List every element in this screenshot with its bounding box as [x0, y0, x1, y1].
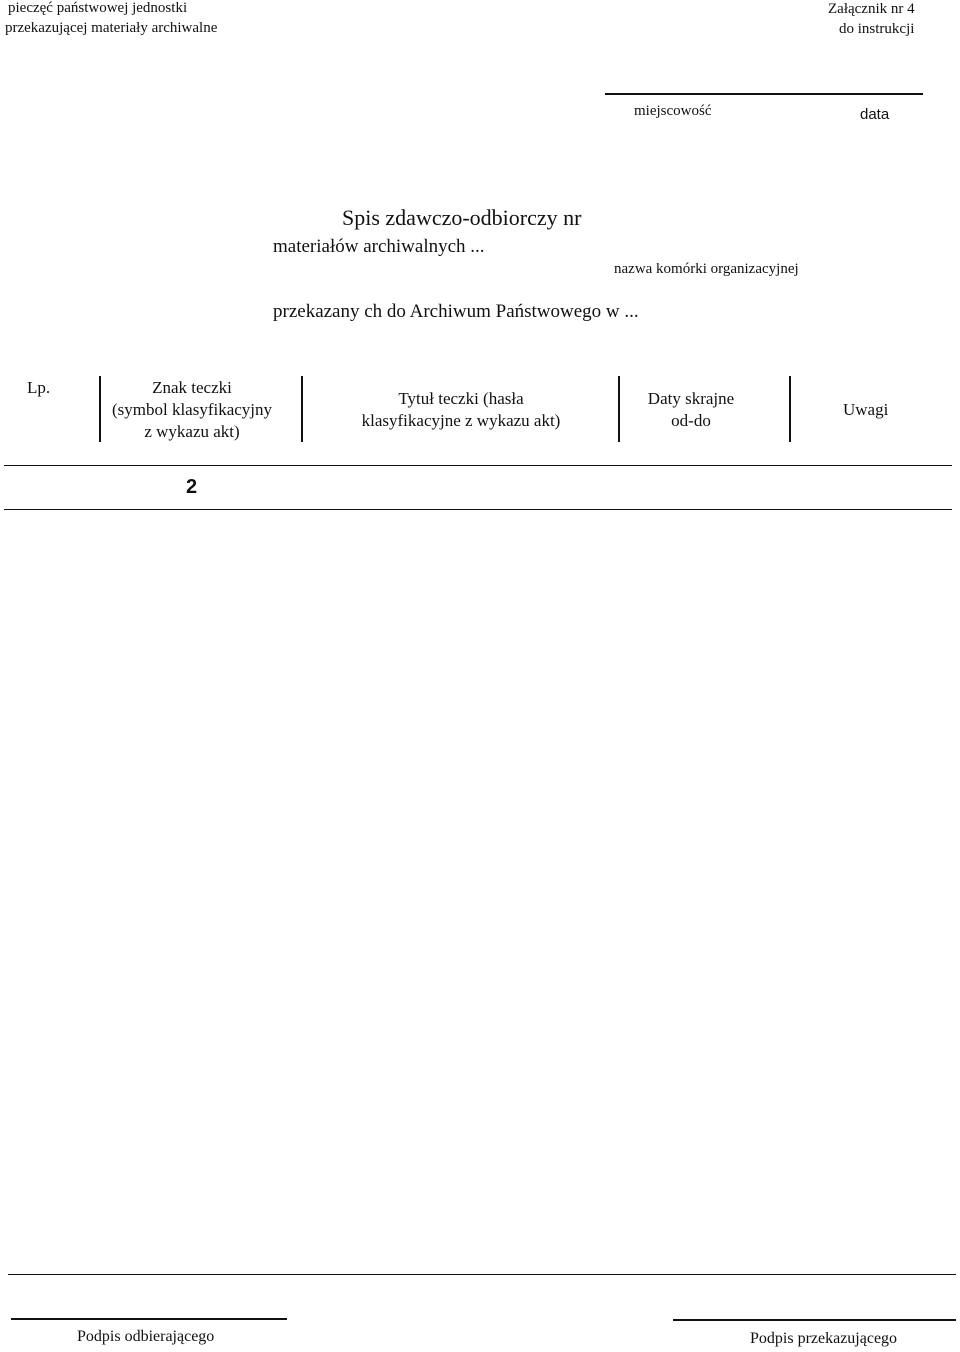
- footer-line: [8, 1274, 956, 1275]
- document-title: Spis zdawczo-odbiorczy nr: [342, 205, 582, 230]
- unit-caption: nazwa komórki organizacyjnej: [614, 261, 799, 277]
- column-header-file-sign-line-3: z wykazu akt): [144, 422, 240, 441]
- column-header-file-title: [303, 388, 619, 432]
- column-header-file-sign-line-1: Znak teczki: [152, 378, 232, 397]
- column-header-remarks: Uwagi: [843, 400, 889, 419]
- materials-line: materiałów archiwalnych ...: [273, 236, 485, 257]
- stamp-line-2: przekazującej materiały archiwalne: [5, 20, 218, 36]
- column-header-file-sign-line-2: (symbol klasyfikacyjny: [111, 400, 273, 419]
- transferrer-signature-label: Podpis przekazującego: [750, 1330, 898, 1347]
- transferrer-signature-line: [673, 1319, 956, 1321]
- place-date-line: [605, 93, 923, 95]
- column-divider: [99, 376, 101, 442]
- number-row-bottom-line: [4, 509, 952, 510]
- column-header-file-sign: [102, 377, 282, 443]
- annex-instruction: do instrukcji: [839, 21, 915, 37]
- annex-number: Załącznik nr 4: [828, 1, 915, 17]
- header-bottom-line: [4, 465, 952, 466]
- transfer-line: przekazany ch do Archiwum Państwowego w ...: [273, 301, 639, 322]
- column-header-file-title-line-2: klasyfikacyjne z wykazu akt): [361, 411, 561, 430]
- column-header-file-title-line-1: Tytuł teczki (hasła: [398, 389, 524, 408]
- column-header-dates-line-1: Daty skrajne: [647, 389, 735, 408]
- receiver-signature-line: [11, 1318, 287, 1320]
- stamp-line-1: pieczęć państwowej jednostki: [8, 0, 188, 16]
- column-divider: [789, 376, 791, 442]
- column-header-dates-line-2: od-do: [671, 411, 711, 430]
- date-label: data: [860, 106, 890, 123]
- column-header-lp: Lp.: [27, 378, 51, 397]
- column-number: 2: [186, 476, 198, 498]
- column-header-dates: [620, 388, 762, 432]
- receiver-signature-label: Podpis odbierającego: [77, 1328, 215, 1345]
- place-label: miejscowość: [634, 103, 712, 119]
